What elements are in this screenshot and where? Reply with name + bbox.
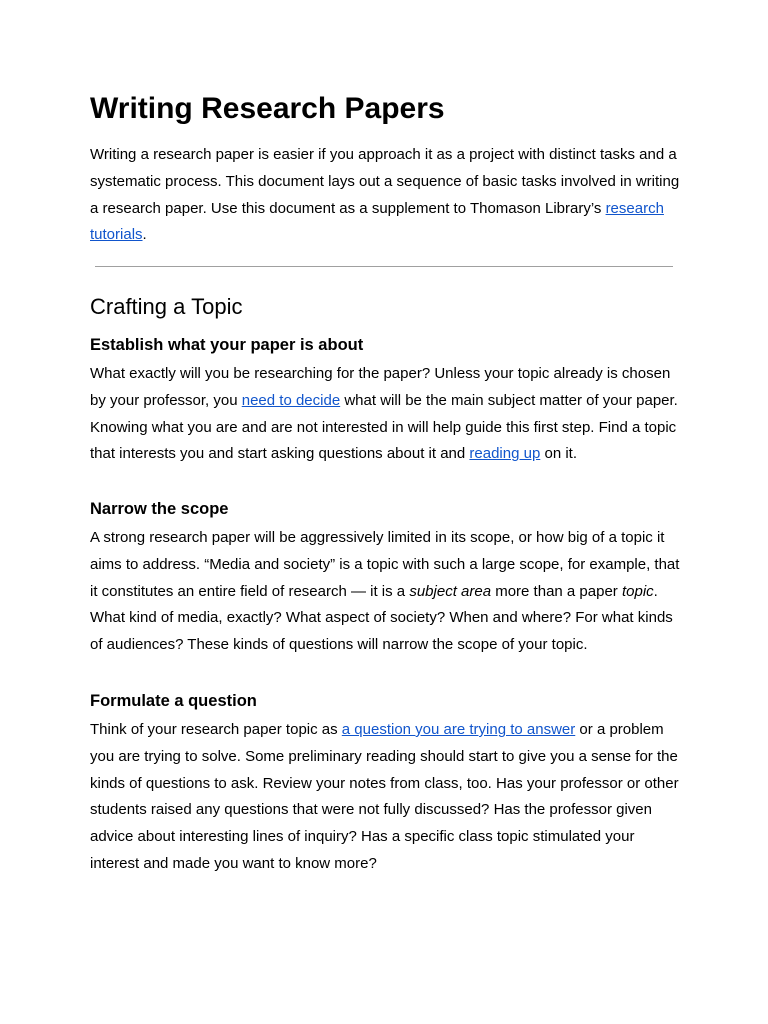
topic-emphasis: topic: [621, 582, 654, 600]
section-divider: [95, 266, 673, 267]
subheading-establish: Establish what your paper is about: [90, 336, 364, 354]
narrow-text-1: A strong research paper will be aggressively limited in its scope, or how big of a topic it aims to address. “Media and society” is a topic with such a large scope, for example, that it constitutes an entire field of research — it is a: [90, 529, 680, 600]
subheading-narrow-the-scope: Narrow the scope: [90, 500, 229, 518]
intro-text-1: Writing a research paper is easier if you approach it as a project with distinct tasks and a systematic process. This document lays out a sequence of basic tasks involved in writing a research paper. Use this document as a supplement to Thomason Library’s: [90, 146, 680, 217]
narrow-text-3: . What kind of media, exactly? What aspect of society? When and where? For what kinds of audiences? These kinds of questions will narrow the scope of your topic.: [90, 582, 673, 654]
reading-up-link[interactable]: reading up: [469, 445, 541, 463]
establish-paragraph: [90, 361, 680, 468]
need-to-decide-link[interactable]: need to decide: [241, 391, 341, 409]
establish-text-2: what will be the main subject matter of your paper. Knowing what you are and are not interested in will help guide this first step. Find a topic that interests you and start asking questions about it and: [90, 391, 678, 463]
section-heading-crafting-a-topic: Crafting a Topic: [90, 294, 243, 319]
narrow-text-2: more than a paper: [491, 582, 622, 600]
subject-area-emphasis: subject area: [409, 582, 492, 600]
formulate-text-2: or a problem you are trying to solve. Some preliminary reading should start to give you a sense for the kinds of questions to ask. Review your notes from class, too. Has your professor or other students raised any questions that were not fully discussed? Has the professor given advice about interesting lines of inquiry? Has a specific class topic stimulated your interest and made you want to know more?: [90, 721, 679, 872]
narrow-paragraph: [90, 525, 680, 659]
establish-text-1: What exactly will you be researching for the paper? Unless your topic already is chosen by your professor, you: [90, 365, 671, 409]
establish-text-3: on it.: [540, 445, 577, 463]
formulate-paragraph: [90, 717, 680, 878]
subheading-formulate-a-question: Formulate a question: [90, 692, 257, 710]
question-you-are-trying-to-answer-link[interactable]: a question you are trying to answer: [341, 721, 576, 738]
intro-paragraph: [90, 142, 680, 249]
intro-text-2: .: [142, 226, 147, 244]
research-tutorials-link[interactable]: research tutorials: [90, 199, 664, 244]
formulate-text-1: Think of your research paper topic as: [90, 721, 342, 738]
document-title: Writing Research Papers: [90, 92, 445, 125]
